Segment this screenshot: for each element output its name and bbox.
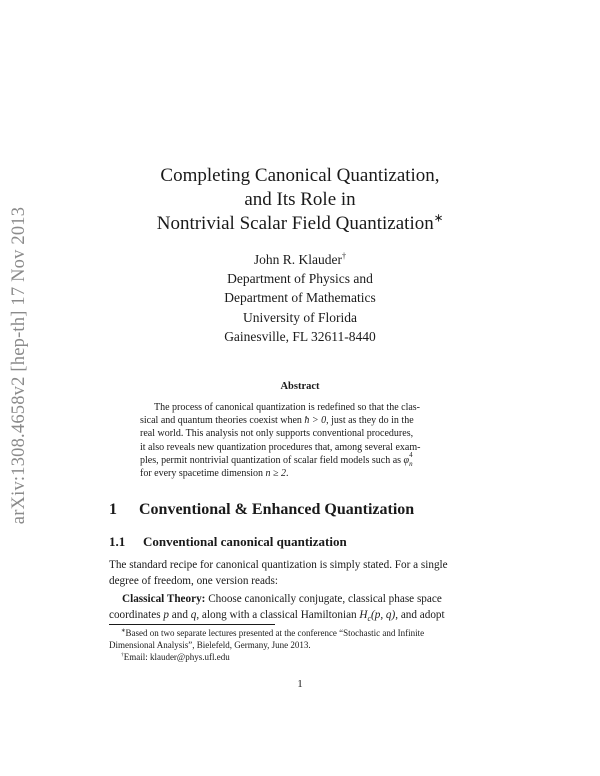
abstract-body (140, 401, 460, 480)
footnote-1-line-1 (109, 627, 499, 639)
affiliation-2: Department of Mathematics (224, 290, 376, 306)
title-line-2: and Its Role in (244, 189, 356, 210)
body-line-4-text-c: , along with a classical Hamiltonian (196, 608, 360, 621)
hbar-condition: ħ > 0 (304, 415, 327, 427)
author-name: John R. Klauder (253, 252, 343, 267)
section-heading (109, 501, 414, 519)
body-text (109, 558, 491, 623)
hamiltonian-subscript: c (367, 613, 371, 623)
affiliation-1: Department of Physics and (227, 271, 373, 287)
symbol-hamiltonian: H (359, 608, 368, 621)
abstract-line-4: it also reveals new quantization procedures that, among several exam- (140, 441, 421, 453)
section-title: Conventional & Enhanced Quantization (139, 501, 415, 518)
symbol-p: p (163, 608, 169, 621)
author-name-line (100, 250, 500, 269)
symbol-q: q (190, 608, 197, 621)
subsection-title: Conventional canonical quantization (143, 534, 347, 549)
abstract-line-2-text-a: sical and quantum theories coexist when (140, 415, 305, 427)
title-footnote-mark: ∗ (433, 212, 444, 225)
body-line-2: degree of freedom, one version reads: (109, 574, 278, 587)
arxiv-identifier-stamp (0, 195, 40, 535)
footnote-rule (109, 624, 275, 625)
body-line-4 (109, 608, 491, 624)
body-line-4-text-a: coordinates (109, 608, 164, 621)
abstract-line-5 (140, 450, 460, 468)
title-line-3-text: Nontrivial Scalar Field Quantization (156, 213, 434, 234)
body-line-4-text-d: , and adopt (395, 608, 445, 621)
body-line-3 (109, 592, 491, 608)
body-line-4-text-b: and (168, 608, 191, 621)
phi-superscript: 4 (409, 450, 413, 459)
paper-title (100, 164, 500, 236)
classical-theory-label: Classical Theory: (122, 593, 206, 605)
affiliation-3: University of Florida (243, 309, 357, 325)
author-address: Gainesville, FL 32611-8440 (224, 328, 376, 344)
phi-symbol: φ (403, 454, 410, 466)
phi-indices (409, 450, 414, 468)
section-number: 1 (109, 501, 117, 518)
subsection-heading (109, 534, 347, 550)
body-line-1: The standard recipe for canonical quantization is simply stated. For a single (109, 559, 448, 571)
author-block (100, 250, 500, 346)
phi-subscript: n (409, 459, 413, 468)
title-line-1: Completing Canonical Quantization, (160, 165, 440, 186)
abstract-heading: Abstract (280, 381, 320, 392)
footnote-2 (109, 651, 499, 663)
arxiv-identifier-text: arXiv:1308.4658v2 [hep-th] 17 Nov 2013 (9, 206, 30, 524)
hamiltonian-arguments: (p, q) (371, 608, 396, 621)
footnotes (109, 627, 499, 664)
footnote-2-text: Email: klauder@phys.ufl.edu (123, 652, 230, 663)
abstract-line-1: The process of canonical quantization is redefined so that the clas- (154, 402, 421, 413)
body-line-3-text: Choose canonically conjugate, classical phase space (205, 593, 442, 605)
abstract-line-3: real world. This analysis not only supports conventional procedures, (140, 428, 414, 440)
subsection-number: 1.1 (109, 534, 126, 549)
abstract-line-6-text-b: . (286, 468, 289, 480)
dimension-condition: n ≥ 2 (265, 468, 287, 480)
footnote-1-line-2: Dimensional Analysis”, Bielefeld, Germany, June 2013. (109, 640, 311, 651)
author-footnote-mark: † (342, 251, 347, 261)
footnote-1-text: Based on two separate lectures presented at the conference “Stochastic and Infinite (125, 628, 425, 638)
page-number: 1 (297, 678, 303, 690)
title-line-3 (100, 212, 500, 236)
footnote-2-mark: † (121, 652, 124, 659)
footnote-1-mark: ∗ (121, 628, 126, 634)
abstract-line-5-text: ples, permit nontrivial quantization of scalar field models such as (140, 454, 404, 466)
abstract-line-2 (140, 414, 460, 427)
abstract-line-2-text-b: , just as they do in the (326, 415, 414, 427)
abstract-line-6-text-a: for every spacetime dimension (140, 468, 266, 480)
